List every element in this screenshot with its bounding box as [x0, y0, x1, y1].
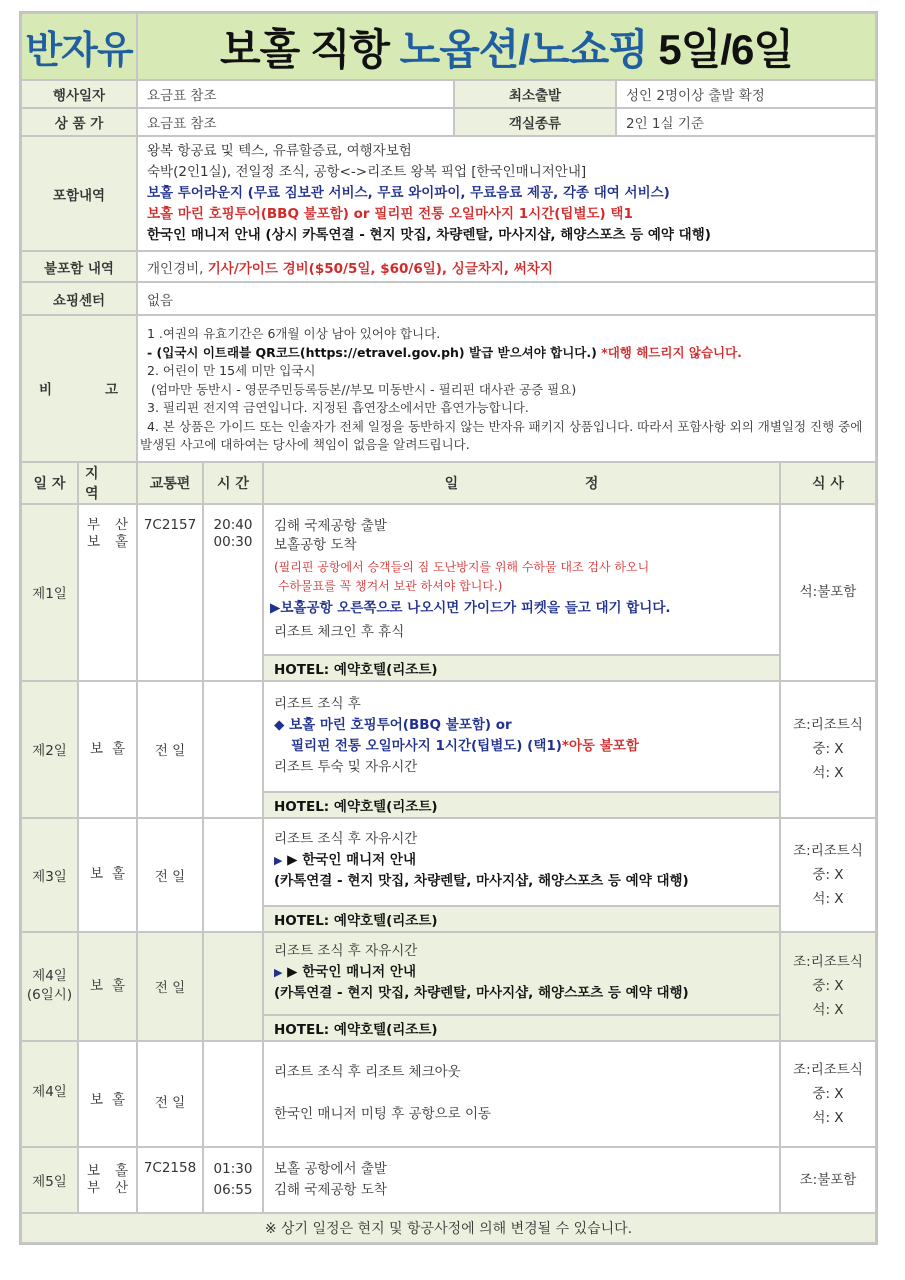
itinerary-cell [263, 818, 780, 932]
footer-note: ※ 상기 일정은 현지 및 항공사정에 의해 변경될 수 있습니다. [21, 1213, 876, 1243]
excluded-row [21, 251, 876, 282]
footer-row [21, 1213, 876, 1243]
itinerary-line: 리조트 조식 후 자유시간 [274, 942, 418, 959]
col-itinerary: 일 정 [263, 462, 780, 504]
itinerary-cell [263, 1147, 780, 1213]
shopping-row [21, 282, 876, 315]
meals-cell: 조:리조트식 중: X 석: X [780, 1041, 876, 1147]
excluded-plain: 개인경비, [147, 260, 208, 277]
page-title [137, 13, 876, 80]
included-row [21, 136, 876, 251]
included-item-manager: 한국인 매니저 안내 (상시 카톡연결 - 현지 맛집, 차량렌탈, 마사지샵, 해양스포츠 등 예약 대행) [147, 227, 711, 243]
time-cell: 20:40 00:30 [203, 504, 263, 681]
col-date: 일 자 [21, 462, 78, 504]
col-time: 시 간 [203, 462, 263, 504]
title-suffix: 5일/6일 [647, 25, 793, 73]
manager-line: ▶ ▶ 한국인 매니저 안내 [274, 851, 416, 868]
shopping-value: 없음 [137, 282, 876, 315]
day-row-1 [21, 504, 876, 681]
min-departure-value: 성인 2명이상 출발 확정 [616, 80, 876, 108]
manager-detail: (카톡연결 - 현지 맛집, 차량렌탈, 마사지샵, 해양스포츠 등 예약 대행) [274, 984, 689, 1001]
transport-cell: 전 일 [137, 1041, 203, 1147]
included-item: 왕복 항공료 및 텍스, 유류할증료, 여행자보험 [147, 143, 412, 159]
summary-table [20, 12, 877, 463]
note-line-qr: - (입국시 이트래블 QR코드(https://etravel.gov.ph) 발급 받으셔야 합니다.) *대행 해드리지 않습니다. [147, 344, 742, 360]
note-line: 3. 필리핀 전지역 금연입니다. 지정된 흡연장소에서만 흡연가능합니다. [147, 400, 529, 415]
excluded-highlight: 기사/가이드 경비($50/5일, $60/6일), 싱글차지, 써차지 [207, 260, 553, 277]
title-prefix: 보홀 직항 [220, 25, 400, 73]
notes-label-left: 비 [39, 382, 53, 399]
time-cell [203, 1041, 263, 1147]
shopping-label: 쇼핑센터 [21, 282, 137, 315]
region-cell: 보 홀 [78, 932, 137, 1041]
itinerary-cell [263, 504, 780, 681]
region-cell: 부 산 보 홀 [78, 504, 137, 681]
schedule-table [20, 461, 877, 1244]
col-meals: 식 사 [780, 462, 876, 504]
notes-row [21, 315, 876, 462]
min-departure-label: 최소출발 [454, 80, 616, 108]
itinerary-line: 리조트 조식 후 자유시간 [274, 830, 418, 847]
note-line: 1 .여권의 유효기간은 6개월 이상 남아 있어야 합니다. [147, 326, 441, 341]
itinerary-cell [263, 1041, 780, 1147]
included-item-option: 보홀 마린 호핑투어(BBQ 불포함) or 필리핀 전통 오일마사지 1시간(팁별도) 택1 [147, 206, 633, 222]
title-row [21, 13, 876, 80]
event-date-value: 요금표 참조 [137, 80, 454, 108]
itinerary-line: 리조트 투숙 및 자유시간 [274, 758, 418, 775]
itinerary-line: 김해 국제공항 도착 [274, 1181, 387, 1198]
itinerary-line: 리조트 조식 후 [274, 695, 361, 712]
time-cell [203, 932, 263, 1041]
room-value: 2인 1실 기준 [616, 108, 876, 136]
day-row-4-six-day [21, 932, 876, 1041]
day-label: 제5일 [21, 1147, 78, 1213]
meals-cell: 조:리조트식 중: X 석: X [780, 681, 876, 818]
day-row-3 [21, 818, 876, 932]
info-row-2 [21, 108, 876, 136]
time-cell: 01:30 06:55 [203, 1147, 263, 1213]
itinerary-line: 김해 국제공항 출발 [274, 517, 387, 534]
time-cell [203, 681, 263, 818]
excluded-label: 불포함 내역 [21, 251, 137, 282]
flight-number: 7C2157 [137, 504, 203, 681]
manager-detail: (카톡연결 - 현지 맛집, 차량렌탈, 마사지샵, 해양스포츠 등 예약 대행) [274, 872, 689, 889]
brand-label: 반자유 [21, 13, 137, 80]
itinerary-cell [263, 681, 780, 818]
day-label: 제2일 [21, 681, 78, 818]
note-line: 4. 본 상품은 가이드 또는 인솔자가 전체 일정을 동반하지 않는 반자유 패키지 상품입니다. 따라서 포함사항 외의 개별일정 진행 중에 발생된 사고에 대하여는 당사에 책임이 없음을 알려드립니다. [140, 418, 863, 452]
guide-note: ▶보홀공항 오른쪽으로 나오시면 가이드가 피켓을 들고 대기 합니다. [270, 599, 671, 616]
hotel-label: HOTEL: 예약호텔(리조트) [264, 907, 779, 931]
meals-cell: 조:리조트식 중: X 석: X [780, 818, 876, 932]
excluded-value [137, 251, 876, 282]
region-cell: 보 홀 [78, 818, 137, 932]
itinerary-line: 보홀 공항에서 출발 [274, 1160, 387, 1177]
itinerary-cell [263, 932, 780, 1041]
notes-content [137, 315, 876, 462]
day-label: 제1일 [21, 504, 78, 681]
day-row-4 [21, 1041, 876, 1147]
schedule-header [21, 462, 876, 504]
col-region: 지 역 [78, 462, 137, 504]
notes-label [21, 315, 137, 462]
region-cell: 보 홀 부 산 [78, 1147, 137, 1213]
event-date-label: 행사일자 [21, 80, 137, 108]
itinerary-line: 리조트 체크인 후 휴식 [274, 623, 405, 640]
manager-line: ▶ ▶ 한국인 매니저 안내 [274, 963, 416, 980]
day-row-5 [21, 1147, 876, 1213]
meals-cell: 조:불포함 [780, 1147, 876, 1213]
notes-label-right: 고 [104, 382, 118, 399]
itinerary-line: 한국인 매니저 미팅 후 공항으로 이동 [274, 1106, 492, 1122]
note-line: 2. 어린이 만 15세 미만 입국시 [147, 363, 316, 378]
day-label: 제3일 [21, 818, 78, 932]
region-cell: 보 홀 [78, 681, 137, 818]
included-item: 숙박(2인1실), 전일정 조식, 공항<->리조트 왕복 픽업 [한국인매니저안내] [147, 164, 587, 180]
note-line: (엄마만 동반시 - 영문주민등록등본//부모 미동반시 - 필리핀 대사관 공증 필요) [151, 381, 577, 397]
transport-cell: 전 일 [137, 932, 203, 1041]
price-label: 상 품 가 [21, 108, 137, 136]
flight-number: 7C2158 [137, 1147, 203, 1213]
transport-cell: 전 일 [137, 681, 203, 818]
included-item-lounge: 보홀 투어라운지 (무료 짐보관 서비스, 무료 와이파이, 무료음료 제공, 각종 대여 서비스) [147, 185, 670, 201]
itinerary-document [19, 11, 878, 1245]
baggage-warning: (필리핀 공항에서 승객들의 짐 도난방지를 위해 수하물 대조 검사 하오니 [274, 559, 650, 574]
option-line: 필리핀 전통 오일마사지 1시간(팁별도) (택1)*아동 불포함 [291, 737, 639, 754]
transport-cell: 전 일 [137, 818, 203, 932]
meals-cell: 조:리조트식 중: X 석: X [780, 932, 876, 1041]
baggage-warning: 수하물표를 꼭 챙겨서 보관 하셔야 합니다.) [274, 578, 503, 593]
itinerary-line: 리조트 조식 후 리조트 체크아웃 [274, 1064, 461, 1080]
hotel-label: HOTEL: 예약호텔(리조트) [264, 1016, 779, 1040]
title-highlight: 노옵션/노쇼핑 [399, 25, 648, 73]
price-value: 요금표 참조 [137, 108, 454, 136]
included-list [137, 136, 876, 251]
option-line: ◆ 보홀 마린 호핑투어(BBQ 불포함) or [274, 716, 512, 733]
day-label: 제4일 (6일시) [21, 932, 78, 1041]
time-cell [203, 818, 263, 932]
itinerary-line: 보홀공항 도착 [274, 536, 357, 553]
day-label: 제4일 [21, 1041, 78, 1147]
hotel-label: HOTEL: 예약호텔(리조트) [264, 656, 779, 680]
col-transport: 교통편 [137, 462, 203, 504]
hotel-label: HOTEL: 예약호텔(리조트) [264, 793, 779, 817]
meals-cell: 석:불포함 [780, 504, 876, 681]
region-cell: 보 홀 [78, 1041, 137, 1147]
day-row-2 [21, 681, 876, 818]
room-label: 객실종류 [454, 108, 616, 136]
info-row-1 [21, 80, 876, 108]
included-label: 포함내역 [21, 136, 137, 251]
